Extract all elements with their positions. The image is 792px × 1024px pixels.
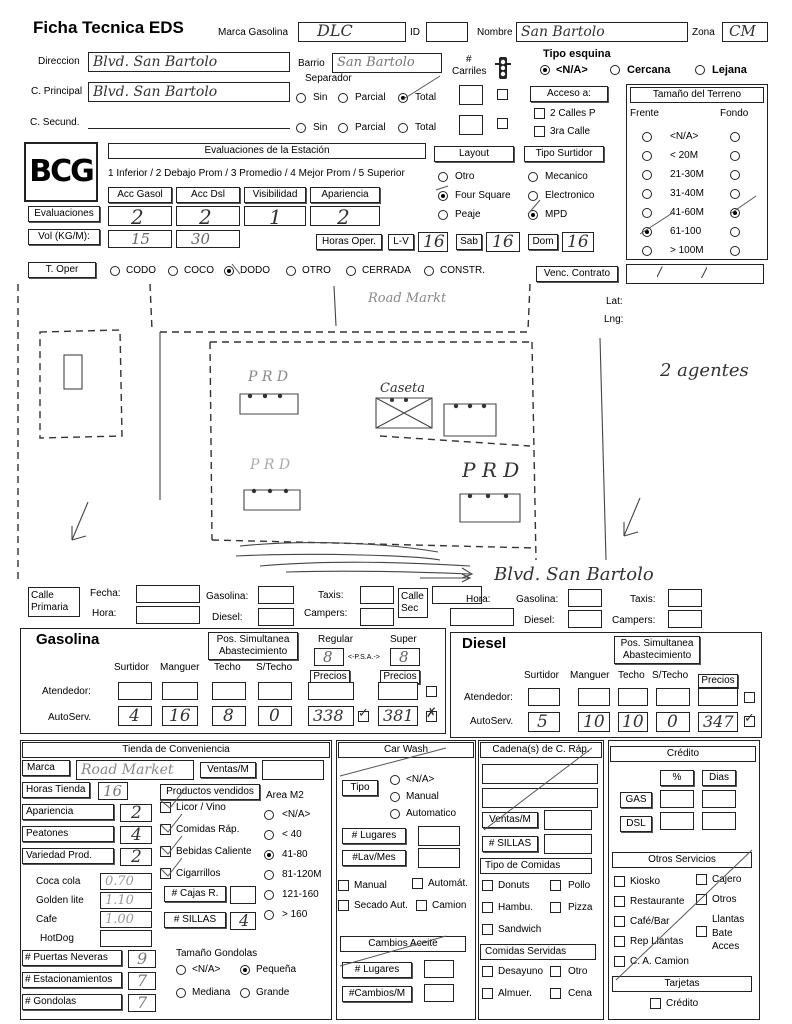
area-label: 41-80 — [282, 849, 308, 860]
aceite-lugares-field[interactable] — [424, 960, 454, 978]
puertas-label: # Puertas Neveras — [22, 950, 122, 966]
cadena-name-field-2[interactable] — [482, 788, 598, 808]
eval-accdsl-field[interactable]: 2 — [176, 206, 240, 226]
evaluaciones-scale: 1 Inferior / 2 Debajo Prom / 3 Promedio / 4 Mejor Prom / 5 Superior — [108, 168, 405, 179]
dsl-att-surtidor[interactable] — [528, 688, 560, 706]
lng-label: Lng: — [604, 314, 624, 325]
terreno-option-label: 61-100 — [670, 226, 702, 237]
terreno-fondo-radio[interactable] — [730, 132, 740, 142]
estac-label: # Estacionamientos — [22, 972, 122, 988]
t-oper-option: OTRO — [302, 265, 331, 276]
gondola-pequena-radio[interactable] — [240, 965, 250, 975]
puertas-field[interactable]: 9 — [128, 950, 156, 968]
lat-label: Lat: — [606, 296, 623, 307]
terreno-header: Tamaño del Terreno — [630, 87, 764, 103]
t-oper-radio[interactable] — [110, 266, 120, 276]
cadena-name-field-1[interactable] — [482, 764, 598, 784]
carwash-manual-check[interactable] — [338, 880, 349, 891]
contrato-label: Venc. Contrato — [536, 266, 618, 282]
direccion-field[interactable] — [88, 52, 290, 72]
sillas-tienda-label: # SILLAS — [164, 912, 226, 928]
precio-tienda-label: HotDog — [40, 933, 74, 944]
t-oper-radio[interactable] — [168, 266, 178, 276]
terreno-frente-radio[interactable] — [642, 208, 652, 218]
marca-value: DLC — [317, 23, 353, 39]
nombre-value: San Bartolo — [521, 25, 605, 39]
sketch-prd-2: P R D — [250, 458, 291, 472]
area-radio[interactable] — [264, 830, 274, 840]
producto-check[interactable] — [160, 802, 171, 813]
primaria-hora-field[interactable] — [136, 606, 200, 624]
rep-llantas-check[interactable] — [614, 936, 625, 947]
precio-tienda-label: Golden lite — [36, 895, 84, 906]
primaria-taxis-field[interactable] — [360, 586, 394, 604]
gondola-mediana-radio[interactable] — [176, 988, 186, 998]
sketch-street: Blvd. San Bartolo — [494, 566, 654, 584]
otros-servicios-header: Otros Servicios — [612, 852, 752, 868]
principal-field[interactable] — [88, 82, 290, 102]
carwash-lugares-field[interactable] — [418, 826, 460, 846]
layout-peaje-radio[interactable] — [438, 210, 448, 220]
gondola-na-radio[interactable] — [176, 965, 186, 975]
gas-auto-surtidor[interactable]: 4 — [118, 706, 152, 726]
carwash-lugares-label: # Lugares — [342, 828, 406, 844]
gas-att-surtidor[interactable] — [118, 682, 152, 700]
restaurante-check[interactable] — [614, 896, 625, 907]
terreno-frente-radio[interactable] — [642, 170, 652, 180]
layout-foursquare-radio[interactable] — [438, 191, 448, 201]
direccion-value: Blvd. San Bartolo — [93, 55, 218, 69]
area-label: <N/A> — [282, 809, 311, 820]
servidas-header: Comidas Servidas — [480, 944, 596, 960]
visibilidad-header: Visibilidad — [244, 187, 306, 203]
almuerzo-check[interactable] — [482, 988, 493, 999]
terreno-frente-radio[interactable] — [642, 227, 652, 237]
vol-dsl-field[interactable]: 30 — [176, 230, 240, 248]
apariencia-header: Apariencia — [310, 187, 380, 203]
primaria-diesel-field[interactable] — [258, 608, 294, 626]
credito-dias-label: Dias — [702, 770, 736, 786]
kiosko-check[interactable] — [614, 876, 625, 887]
diesel-pos-header: Pos. Simultanea Abastecimiento — [614, 636, 700, 664]
credito-dsl-label: DSL — [620, 816, 652, 832]
evaluaciones-header: Evaluaciones de la Estación — [108, 143, 426, 159]
credito-pct-label: % — [660, 770, 694, 786]
terreno-fondo-radio[interactable] — [730, 227, 740, 237]
layout-header: Layout — [434, 146, 514, 162]
id-label: ID — [410, 27, 420, 38]
gasolina-precios-sup: Precios — [380, 670, 420, 684]
eval-accgasol-field[interactable]: 2 — [108, 206, 172, 226]
layout-otro-radio[interactable] — [438, 172, 448, 182]
aceite-cambios-field[interactable] — [424, 984, 454, 1002]
super-pos-field[interactable]: 8 — [390, 648, 420, 666]
sep-total-radio[interactable] — [398, 93, 408, 103]
sab-field[interactable]: 16 — [486, 232, 520, 252]
dom-field[interactable]: 16 — [562, 232, 594, 252]
t-oper-option: CERRADA — [362, 265, 411, 276]
gas-att-precio-reg[interactable] — [308, 682, 354, 700]
evaluaciones-label: Evaluaciones — [28, 206, 100, 222]
marca-field[interactable] — [298, 22, 406, 42]
primaria-gasolina-field[interactable] — [258, 586, 294, 604]
t-oper-label: T. Oper — [28, 262, 96, 278]
sandwich-check[interactable] — [482, 924, 493, 935]
variedad-label: Variedad Prod. — [22, 848, 114, 864]
barrio-label: Barrio — [298, 58, 325, 69]
sketch-agentes: 2 agentes — [660, 362, 749, 380]
cena-check[interactable] — [550, 988, 561, 999]
surtidor-mpd-radio[interactable] — [528, 210, 538, 220]
credito-dsl-pct[interactable] — [660, 812, 694, 830]
calle-primaria-label: Calle Primaria — [28, 587, 80, 617]
precio-tienda-label: Coca cola — [36, 876, 81, 887]
variedad-field[interactable]: 2 — [120, 848, 152, 866]
carriles-check-2[interactable] — [497, 118, 508, 129]
esquina-na-radio[interactable] — [540, 65, 550, 75]
carwash-camion-check[interactable] — [416, 900, 427, 911]
site-sketch — [0, 280, 792, 600]
sep2-total-radio[interactable] — [398, 123, 408, 133]
precio-tienda-field[interactable] — [100, 892, 152, 909]
precio-tienda-value: 0.70 — [105, 875, 134, 888]
gas-auto-manguer[interactable]: 16 — [162, 706, 198, 726]
otro-comida-check[interactable] — [550, 966, 561, 977]
sab-label: Sab — [456, 234, 482, 250]
sec-diesel-field[interactable] — [568, 610, 602, 628]
terreno-fondo-radio[interactable] — [730, 208, 740, 218]
ventas-tienda-field[interactable] — [262, 760, 324, 780]
diesel-precios: Precios — [698, 674, 738, 688]
dsl-att-techo[interactable] — [618, 688, 648, 706]
llantas-bate-check[interactable] — [696, 926, 707, 937]
gas-precio-super[interactable]: 381 — [378, 706, 418, 726]
otros-servicio-check[interactable] — [696, 894, 707, 905]
separador-label: Separador — [305, 73, 352, 84]
gas-att-techo[interactable] — [212, 682, 246, 700]
precio-tienda-value: 1.10 — [105, 894, 134, 907]
cafe-bar-check[interactable] — [614, 916, 625, 927]
t-oper-radio[interactable] — [286, 266, 296, 276]
dsl-auto-techo[interactable]: 10 — [618, 712, 648, 732]
peatones-field[interactable]: 4 — [120, 826, 152, 844]
sketch-road-market: Road Markt — [368, 292, 447, 305]
zona-label: Zona — [692, 27, 715, 38]
acceso-3ra-check[interactable] — [534, 126, 545, 137]
precio-tienda-field[interactable] — [100, 873, 152, 890]
lv-label: L-V — [388, 234, 414, 250]
gas-auto-stecho[interactable]: 0 — [258, 706, 292, 726]
acc-dsl-header: Acc Dsl — [176, 187, 240, 203]
acceso-2calles-check[interactable] — [534, 108, 545, 119]
gas-auto-techo[interactable]: 8 — [212, 706, 246, 726]
area-label: 81-120M — [282, 869, 322, 880]
carriles-label: Carriles — [452, 66, 487, 77]
marca-tienda-field[interactable]: Road Market — [76, 760, 194, 780]
dsl-auto-surtidor[interactable]: 5 — [528, 712, 560, 732]
ventas-tienda-label: Ventas/M — [200, 762, 256, 778]
terreno-frente-radio[interactable] — [642, 246, 652, 256]
horas-oper-label: Horas Oper. — [316, 234, 382, 250]
vol-gas-field[interactable]: 15 — [108, 230, 172, 248]
aceite-header: Cambios Aceite — [340, 936, 466, 952]
eval-apariencia-field[interactable]: 2 — [310, 206, 380, 226]
sec-campers-field[interactable] — [668, 610, 702, 628]
t-oper-option: COCO — [184, 265, 214, 276]
terreno-option-label: 21-30M — [670, 169, 704, 180]
credito-header: Crédito — [610, 746, 756, 762]
principal-label: C. Principal — [31, 86, 83, 97]
sketch-prd-3: P R D — [462, 460, 520, 480]
carwash-header: Car Wash — [338, 742, 474, 758]
t-oper-option: CODO — [126, 265, 156, 276]
carwash-na-radio[interactable] — [390, 775, 400, 785]
gondolas-label: # Gondolas — [22, 994, 122, 1010]
sillas-tienda-field[interactable]: 4 — [230, 912, 256, 930]
acceso-button[interactable]: Acceso a: — [530, 86, 608, 102]
surtidor-electronico-radio[interactable] — [528, 191, 538, 201]
gasolina-pos-header: Pos. Simultanea Abastecimiento — [208, 632, 298, 660]
diesel-title: Diesel — [462, 635, 507, 652]
terreno-fondo-radio[interactable] — [730, 151, 740, 161]
credito-gas-dias[interactable] — [702, 790, 736, 808]
dom-label: Dom — [528, 234, 558, 250]
producto-check[interactable] — [160, 868, 171, 879]
cajas-label: # Cajas R. — [164, 886, 226, 902]
producto-label: Comidas Ráp. — [176, 824, 240, 835]
t-oper-radio[interactable] — [424, 266, 434, 276]
desayuno-check[interactable] — [482, 966, 493, 977]
carwash-automat-check[interactable] — [412, 878, 423, 889]
pizza-check[interactable] — [550, 902, 561, 913]
ca-camion-check[interactable] — [614, 956, 625, 967]
dsl-att-check[interactable] — [744, 692, 755, 703]
secund-field[interactable] — [88, 128, 290, 129]
sep2-parcial-radio[interactable] — [338, 123, 348, 133]
esquina-cercana-radio[interactable] — [610, 65, 620, 75]
aceite-cambios-label: #Cambios/M — [342, 986, 412, 1002]
sketch-prd-1: P R D — [248, 370, 289, 384]
form-title: Ficha Tecnica EDS — [33, 18, 184, 37]
gasolina-precios-reg: Precios — [310, 670, 350, 684]
id-field[interactable] — [426, 22, 468, 42]
precio-tienda-field[interactable] — [100, 930, 152, 947]
area-radio[interactable] — [264, 910, 274, 920]
cadena-ventas-label: Ventas/M — [482, 812, 538, 828]
t-oper-radio[interactable] — [346, 266, 356, 276]
terreno-fondo-radio[interactable] — [730, 246, 740, 256]
hambu-check[interactable] — [482, 902, 493, 913]
sec-gasolina-field[interactable] — [568, 589, 602, 607]
terreno-option-label: > 100M — [670, 245, 704, 256]
producto-label: Cigarrillos — [176, 868, 221, 879]
area-label: 121-160 — [282, 889, 319, 900]
t-oper-radio[interactable] — [224, 266, 234, 276]
cadena-ventas-field[interactable] — [544, 810, 592, 830]
terreno-fondo-radio[interactable] — [730, 189, 740, 199]
t-oper-option: CONSTR. — [440, 265, 485, 276]
aceite-lugares-label: # Lugares — [342, 962, 412, 978]
tarjeta-credito-check[interactable] — [650, 998, 661, 1009]
area-radio[interactable] — [264, 850, 274, 860]
lv-field[interactable]: 16 — [418, 232, 448, 252]
area-radio[interactable] — [264, 890, 274, 900]
terreno-option-label: 31-40M — [670, 188, 704, 199]
sec-taxis-field[interactable] — [668, 589, 702, 607]
dsl-att-manguer[interactable] — [578, 688, 610, 706]
carriles-hash: # — [466, 54, 472, 65]
esquina-lejana-radio[interactable] — [695, 65, 705, 75]
terreno-option-label: <N/A> — [670, 131, 699, 142]
carwash-lavmes-label: #Lav/Mes — [342, 850, 406, 866]
cajas-field[interactable] — [230, 886, 256, 904]
terreno-option-label: 41-60M — [670, 207, 704, 218]
sep-sin-radio[interactable] — [296, 93, 306, 103]
producto-label: Bebidas Caliente — [176, 846, 252, 857]
marca-tienda-label: Marca — [22, 760, 70, 776]
gas-att-manguer[interactable] — [162, 682, 198, 700]
gondolas-field[interactable]: 7 — [128, 994, 156, 1012]
gas-att-check[interactable] — [426, 686, 437, 697]
precio-tienda-value: 1.00 — [105, 913, 134, 926]
apariencia-tienda-label: Apariencia — [22, 804, 114, 820]
zona-field[interactable] — [722, 22, 768, 42]
area-label: < 40 — [282, 829, 302, 840]
traffic-light-icon — [494, 56, 512, 82]
dsl-precio[interactable]: 347 — [698, 712, 738, 732]
dsl-att-stecho[interactable] — [656, 688, 690, 706]
credito-gas-label: GAS — [620, 792, 652, 808]
pollo-check[interactable] — [550, 880, 561, 891]
producto-check[interactable] — [160, 824, 171, 835]
marca-label: Marca Gasolina — [218, 27, 289, 38]
regular-pos-field[interactable]: 8 — [314, 648, 344, 666]
carwash-auto-radio[interactable] — [390, 809, 400, 819]
calle-sec-label: Calle Sec — [398, 588, 428, 618]
estac-field[interactable]: 7 — [128, 972, 156, 990]
cadena-sillas-field[interactable] — [544, 834, 592, 854]
surtidor-header: Tipo Surtidor — [524, 146, 604, 162]
peatones-label: Peatones — [22, 826, 114, 842]
area-radio[interactable] — [264, 870, 274, 880]
cajero-check[interactable] — [696, 874, 707, 885]
carriles-field-2[interactable] — [459, 115, 483, 135]
carriles-field-1[interactable] — [459, 85, 483, 105]
dsl-auto-manguer[interactable]: 10 — [578, 712, 610, 732]
productos-label: Productos vendidos — [160, 784, 260, 800]
producto-check[interactable] — [160, 846, 171, 857]
terreno-fondo-radio[interactable] — [730, 170, 740, 180]
contrato-field[interactable]: / / — [626, 264, 764, 284]
gas-att-precio-sup[interactable] — [378, 682, 418, 700]
terreno-frente-radio[interactable] — [642, 132, 652, 142]
surtidor-mecanico-radio[interactable] — [528, 172, 538, 182]
area-radio[interactable] — [264, 810, 274, 820]
nombre-label: Nombre — [477, 27, 513, 38]
primaria-campers-field[interactable] — [360, 608, 394, 626]
cadena-header: Cadena(s) de C. Ráp. — [480, 742, 602, 758]
carwash-tipo-label: Tipo — [342, 780, 378, 796]
donuts-check[interactable] — [482, 880, 493, 891]
tienda-header: Tienda de Conveniencia — [22, 742, 330, 758]
nombre-field[interactable] — [516, 22, 688, 42]
horas-tienda-field[interactable]: 16 — [98, 782, 128, 800]
t-oper-option: DODO — [240, 265, 270, 276]
sep2-sin-radio[interactable] — [296, 123, 306, 133]
gondola-grande-radio[interactable] — [240, 988, 250, 998]
secund-label: C. Secund. — [30, 117, 80, 128]
gas-att-stecho[interactable] — [258, 682, 292, 700]
barrio-value: San Bartolo — [337, 56, 415, 69]
principal-value: Blvd. San Bartolo — [93, 85, 218, 99]
tipo-esquina-label: Tipo esquina — [543, 48, 611, 60]
barrio-field[interactable] — [332, 53, 442, 73]
carwash-lavmes-field[interactable] — [418, 848, 460, 868]
bcg-logo: BCG — [24, 142, 98, 202]
zona-value: CM — [729, 24, 756, 39]
eval-visibilidad-field[interactable]: 1 — [244, 206, 306, 226]
carriles-check-1[interactable] — [497, 89, 508, 100]
terreno-frente-radio[interactable] — [642, 151, 652, 161]
precio-tienda-label: Cafe — [36, 914, 58, 925]
apariencia-tienda-field[interactable]: 2 — [120, 804, 152, 822]
gas-precio-regular[interactable]: 338 — [308, 706, 354, 726]
cadena-sillas-label: # SILLAS — [482, 836, 538, 852]
terreno-option-label: < 20M — [670, 150, 699, 161]
horas-tienda-label: Horas Tienda — [22, 782, 90, 798]
gasolina-title: Gasolina — [36, 631, 100, 648]
dsl-auto-stecho[interactable]: 0 — [656, 712, 690, 732]
area-label: > 160 — [282, 909, 308, 920]
tarjetas-header: Tarjetas — [612, 976, 752, 992]
sketch-caseta: Caseta — [380, 382, 426, 395]
sec-hora-field[interactable] — [450, 608, 514, 626]
acc-gasol-header: Acc Gasol — [108, 187, 172, 203]
sep-parcial-radio[interactable] — [338, 93, 348, 103]
precio-tienda-field[interactable] — [100, 911, 152, 928]
direccion-label: Direccion — [38, 56, 80, 67]
carwash-secado-check[interactable] — [338, 900, 349, 911]
carwash-manual-radio[interactable] — [390, 792, 400, 802]
credito-dsl-dias[interactable] — [702, 812, 736, 830]
vol-label: Vol (KG/M): — [28, 229, 100, 245]
credito-gas-pct[interactable] — [660, 790, 694, 808]
dsl-att-precio[interactable] — [698, 688, 738, 706]
terreno-frente-radio[interactable] — [642, 189, 652, 199]
producto-label: Licor / Vino — [176, 802, 226, 813]
primaria-fecha-field[interactable] — [136, 585, 200, 603]
tipo-comidas-header: Tipo de Comidas — [480, 858, 592, 874]
